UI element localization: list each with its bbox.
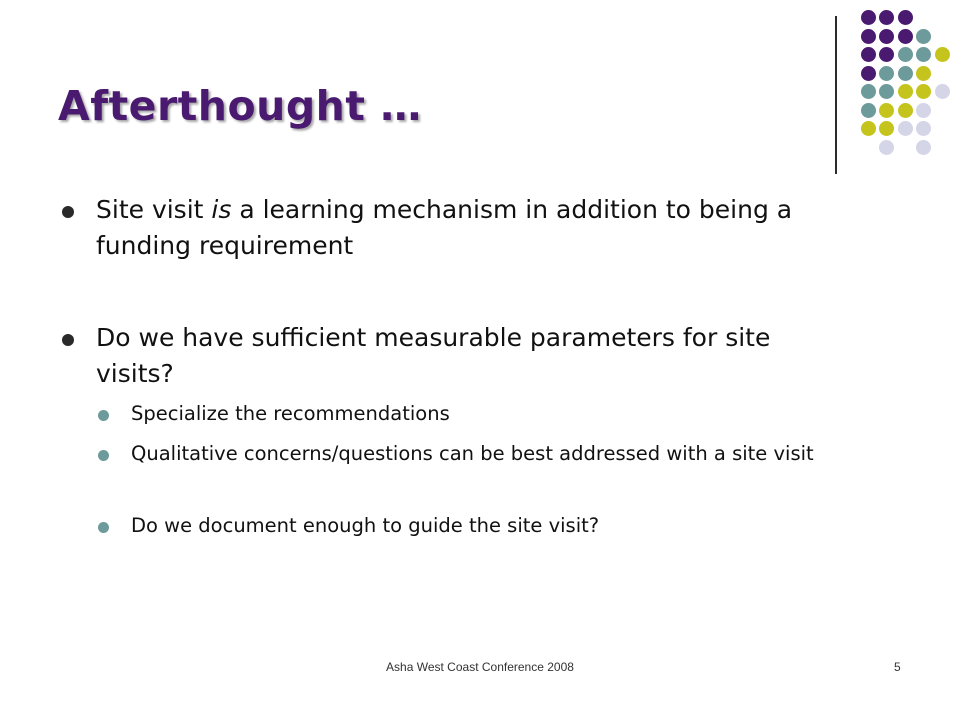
footer-text: Asha West Coast Conference 2008	[386, 660, 574, 674]
decorative-dot	[916, 84, 931, 99]
decorative-dot	[879, 140, 894, 155]
decorative-dot	[916, 29, 931, 44]
decorative-dot	[879, 29, 894, 44]
slide-title: Afterthought …	[58, 82, 422, 130]
sub-bullet-dot-icon	[98, 450, 109, 461]
sub-bullet-dot-icon	[98, 410, 109, 421]
sub-bullet-qualitative	[131, 440, 843, 468]
bullet-measurable-parameters	[96, 320, 796, 392]
sub-bullet-dot-icon	[98, 522, 109, 533]
decorative-dot	[935, 47, 950, 62]
sub-bullet-text: Specialize the recommendations	[131, 402, 450, 425]
bullet-text-emphasis: is	[211, 195, 232, 224]
bullet-text-post: a learning mechanism in addition to being a funding requirement	[96, 195, 793, 260]
sub-bullet-specialize	[131, 400, 851, 428]
decorative-dot	[861, 84, 876, 99]
decorative-dot	[861, 29, 876, 44]
decorative-dot	[898, 84, 913, 99]
decorative-dot	[935, 84, 950, 99]
decorative-divider-line	[835, 16, 837, 174]
decorative-dot	[916, 103, 931, 118]
sub-bullet-text: Qualitative concerns/questions can be best addressed with a site visit	[131, 442, 814, 465]
decorative-dot	[879, 103, 894, 118]
decorative-dot	[916, 47, 931, 62]
decorative-dot-grid	[850, 10, 950, 160]
decorative-dot	[861, 10, 876, 25]
decorative-dot	[879, 47, 894, 62]
bullet-dot-icon	[62, 206, 74, 218]
decorative-dot	[898, 103, 913, 118]
decorative-dot	[879, 66, 894, 81]
decorative-dot	[898, 10, 913, 25]
decorative-dot	[879, 121, 894, 136]
sub-bullet-document	[131, 512, 851, 540]
page-number: 5	[894, 660, 901, 674]
decorative-dot	[861, 121, 876, 136]
decorative-dot	[861, 103, 876, 118]
decorative-dot	[861, 66, 876, 81]
decorative-dot	[916, 66, 931, 81]
decorative-dot	[879, 84, 894, 99]
decorative-dot	[916, 140, 931, 155]
decorative-dot	[879, 10, 894, 25]
decorative-dot	[861, 47, 876, 62]
bullet-site-visit	[96, 192, 796, 264]
decorative-dot	[898, 66, 913, 81]
decorative-dot	[898, 29, 913, 44]
sub-bullet-text: Do we document enough to guide the site visit?	[131, 514, 600, 537]
bullet-text-pre: Site visit	[96, 195, 212, 224]
bullet-dot-icon	[62, 334, 74, 346]
bullet-text: Do we have sufficient measurable parameters for site visits?	[96, 323, 771, 388]
decorative-dot	[898, 47, 913, 62]
decorative-dot	[916, 121, 931, 136]
decorative-dot	[898, 121, 913, 136]
